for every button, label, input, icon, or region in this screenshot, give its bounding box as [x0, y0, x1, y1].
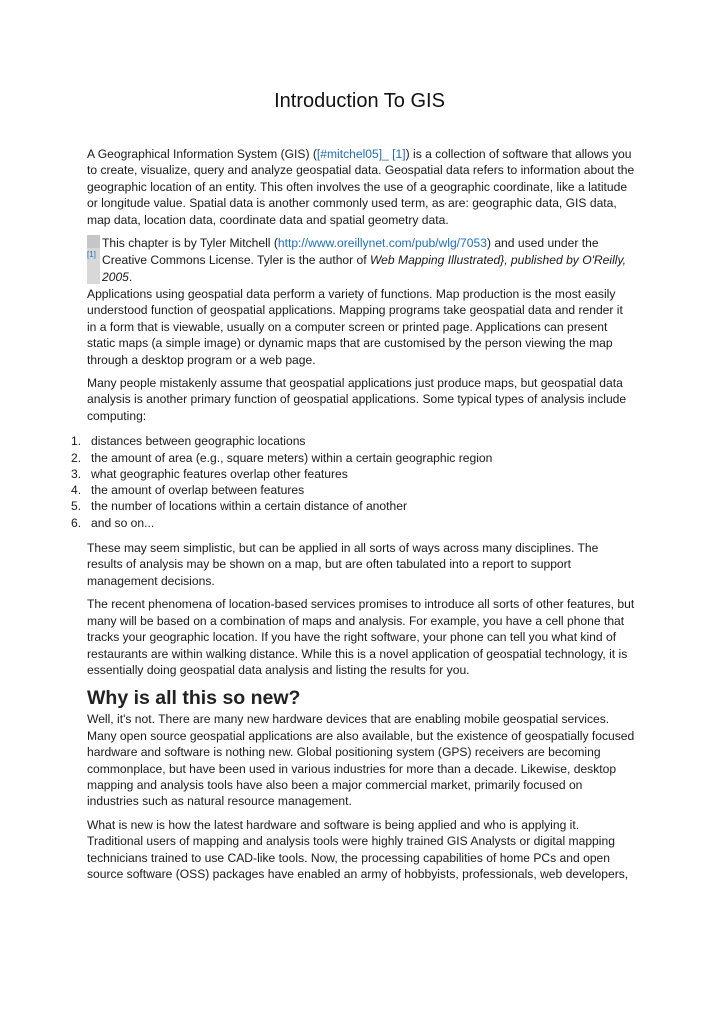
- footnote-text-middle: ) and used under the Creative Commons License. Tyler is the author of: [102, 236, 599, 268]
- intro-text-rest: ) is a collection of software that allows you to create, visualize, query and analyze geospatial data. Geospatial data refers to information about the geographic location of an entity. This often involves the use of a geographic coordinate, like a latitude or longitude value. Spatial data is another commonly used term, as are: geographic data, GIS data, map data, location data, coordinate data and spatial geometry data.: [87, 147, 635, 227]
- list-item: [0, 466, 635, 482]
- page-title: Introduction To GIS: [274, 90, 445, 112]
- footnote-marker-box: [87, 235, 100, 284]
- simplistic-paragraph: These may seem simplistic, but can be applied in all sorts of ways across many disciplines. The results of analysis may be shown on a map, but are often tabulated into a report to support management decisions.: [87, 541, 599, 588]
- list-item-text: and so on...: [91, 515, 155, 530]
- list-item: [0, 450, 635, 466]
- citation-link[interactable]: [#mitchel05]_ [1]: [316, 147, 406, 161]
- footnote-text-end: .: [128, 270, 133, 285]
- footnote: [87, 235, 635, 286]
- analysis-paragraph: Many people mistakenly assume that geospatial applications just produce maps, but geospatial data analysis is another primary function of geospatial applications. Some typical types of analysis include computing:: [87, 376, 627, 423]
- footnote-text-start: This chapter is by Tyler Mitchell (: [102, 236, 278, 251]
- list-item: [0, 498, 635, 514]
- analysis-list: [0, 433, 635, 531]
- list-item: [0, 482, 635, 498]
- list-number: 4.: [71, 483, 82, 498]
- intro-paragraph: [87, 146, 635, 228]
- list-item-text: the amount of overlap between features: [91, 483, 305, 498]
- list-number: 5.: [71, 499, 82, 514]
- list-item-text: the amount of area (e.g., square meters) within a certain geographic region: [91, 450, 493, 465]
- footnote-marker-cap: [87, 235, 100, 248]
- footnote-text: [102, 235, 635, 286]
- list-number: 6.: [71, 515, 82, 530]
- author-link[interactable]: http://www.oreillynet.com/pub/wlg/7053: [277, 236, 487, 251]
- location-services-paragraph: The recent phenomena of location-based services promises to introduce all sorts of other features, but many will be based on a combination of maps and analysis. For example, you have a cell phone that tracks your geographic location. If you have the right software, your phone can tell you what kind of restaurants are within walking distance. While this is a novel application of geospatial technology, it is essentially doing geospatial data analysis and listing the results for you.: [87, 597, 635, 677]
- what-is-new-paragraph: What is new is how the latest hardware and software is being applied and who is applying it. Traditional users of mapping and analysis tools were highly trained GIS Analysts or digital mapping technicians trained to use CAD-like tools. Now, the processing capabilities of home PCs and open source software (OSS) packages have enabled an army of hobbyists, professionals, web developers,: [87, 817, 629, 881]
- list-number: 2.: [71, 450, 82, 465]
- section-heading: Why is all this so new?: [87, 687, 301, 710]
- list-number: 1.: [71, 434, 82, 449]
- list-item: [0, 433, 635, 449]
- document-body: [71, 146, 635, 889]
- list-item: [0, 515, 635, 531]
- list-number: 3.: [71, 466, 82, 481]
- applications-paragraph: Applications using geospatial data perform a variety of functions. Map production is the most easily understood function of geospatial applications. Mapping programs take geospatial data and render it in a form that is viewable, usually on a computer screen or printed page. Applications can present static maps (a simple image) or dynamic maps that are customised by the person viewing the map through a desktop program or a web page.: [87, 287, 623, 367]
- list-item-text: what geographic features overlap other features: [91, 466, 348, 481]
- intro-text-start: A Geographical Information System (GIS) (: [87, 147, 317, 161]
- not-new-paragraph: Well, it's not. There are many new hardware devices that are enabling mobile geospatial services. Many open source geospatial applications are also available, but the existence of geospatially focused hardware and software is nothing new. Global positioning system (GPS) receivers are becoming commonplace, but have been used in various industries for more than a decade. Likewise, desktop mapping and analysis tools have also been a major commercial market, primarily focused on industries such as natural resource management.: [87, 712, 635, 809]
- footnote-marker[interactable]: [1]: [87, 250, 96, 260]
- list-item-text: the number of locations within a certain distance of another: [91, 499, 407, 514]
- list-item-text: distances between geographic locations: [91, 434, 306, 449]
- book-title: Web Mapping Illustrated}, published by O'Reilly, 2005: [102, 253, 626, 285]
